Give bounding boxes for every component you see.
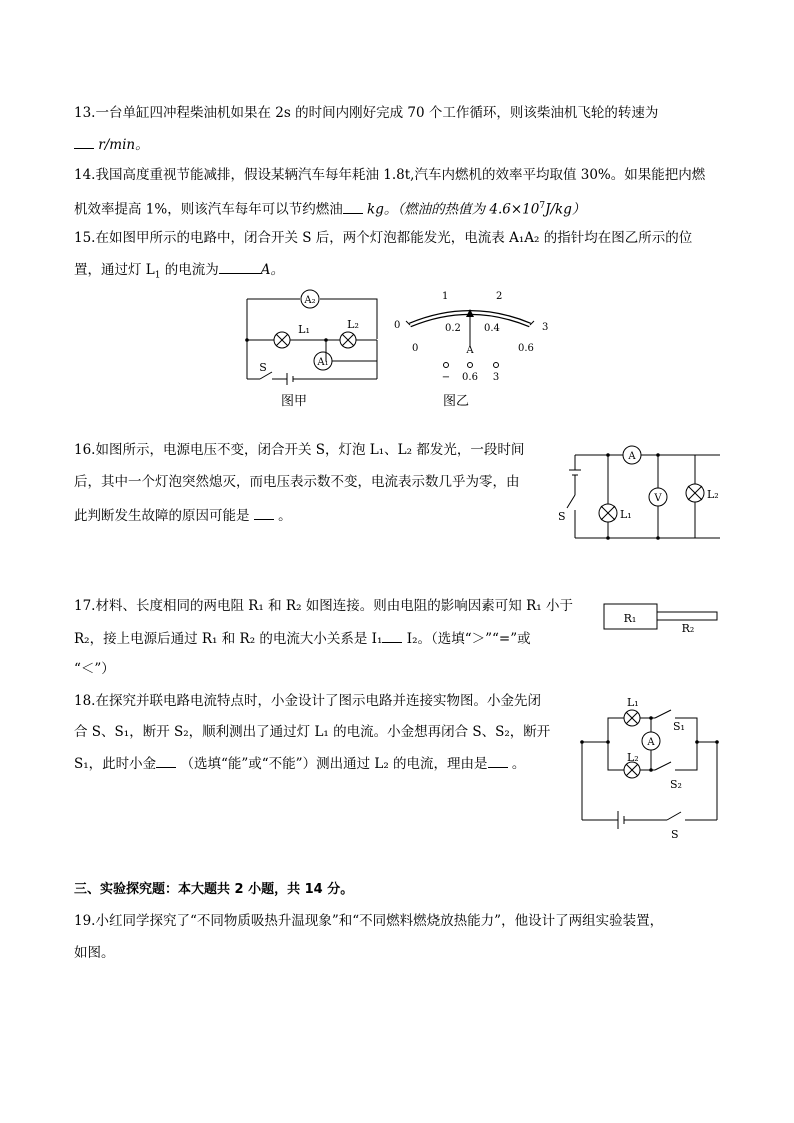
- q15-figure-a-caption: 图甲: [280, 394, 308, 409]
- q18-line2: 合 S、S₁，断开 S₂，顺利测出了通过灯 L₁ 的电流。小金想再闭合 S、S₂，断开: [74, 724, 551, 740]
- q15-lamp-l2-label: L₂: [347, 318, 359, 331]
- q18-answer-blank-2[interactable]: [488, 753, 508, 768]
- q13-answer-blank[interactable]: [74, 134, 94, 149]
- q15-dial-small-0: 0: [412, 343, 419, 354]
- q15-dial-label-2: 2: [496, 291, 503, 302]
- q15-dial-small-02: 0.2: [445, 323, 461, 334]
- q15-dial-small-06: 0.6: [518, 343, 534, 354]
- q15-figure-b-caption: 图乙: [442, 394, 470, 409]
- q18-switch-s-label: S: [671, 828, 679, 841]
- q15-terminal-06: 0.6: [462, 372, 478, 383]
- q15-ammeter-dial: [388, 285, 563, 410]
- section-3-heading: 三、实验探究题：本大题共 2 小题，共 14 分。: [74, 882, 354, 897]
- q16-line1: 16.如图所示，电源电压不变，闭合开关 S，灯泡 L₁、L₂ 都发光，一段时间: [74, 442, 525, 458]
- q13-line1: 13.一台单缸四冲程柴油机如果在 2s 的时间内刚好完成 70 个工作循环，则该柴油机飞轮的转速为: [74, 105, 659, 121]
- q18-circuit-diagram: [575, 690, 730, 845]
- q18-line3: S₁，此时小金 （选填“能”或“不能”）测出通过 L₂ 的电流，理由是 。: [74, 753, 525, 774]
- q14-answer-blank[interactable]: [343, 199, 363, 214]
- q15-dial-label-0: 0: [394, 320, 401, 331]
- q17-line2: R₂，接上电源后通过 R₁ 和 R₂ 的电流大小关系是 I₁ I₂。（选填“＞”“=”或: [74, 628, 531, 649]
- q19-line2: 如图。: [74, 945, 115, 961]
- q15-ammeter-a2-label: A₂: [304, 295, 316, 306]
- q15-line1: 15.在如图甲所示的电路中，闭合开关 S 后，两个灯泡都能发光，电流表 A₁A₂ 的指针均在图乙所示的位: [74, 230, 693, 246]
- q17-answer-blank[interactable]: [382, 628, 402, 643]
- q15-terminal-3: 3: [492, 372, 500, 383]
- q15-dial-unit: A: [466, 345, 474, 356]
- q18-switch-s2-label: S₂: [670, 778, 682, 791]
- q15-dial-small-04: 0.4: [484, 323, 500, 334]
- q17-line3: “＜”）: [74, 661, 115, 677]
- q13-unit: r/min。: [98, 137, 149, 153]
- q18-ammeter-label: A: [647, 737, 655, 748]
- q16-line3: 此判断发生故障的原因可能是 。: [74, 505, 292, 526]
- q17-resistor-diagram: [600, 600, 725, 640]
- q16-voltmeter-label: V: [654, 493, 662, 504]
- q19-line1: 19.小红同学探究了“不同物质吸热升温现象”和“不同燃料燃烧放热能力”，他设计了两组实验装置，: [74, 913, 664, 929]
- q16-circuit-diagram: [555, 440, 730, 545]
- q17-line1: 17.材料、长度相同的两电阻 R₁ 和 R₂ 如图连接。则由电阻的影响因素可知 R₁ 小于: [74, 598, 573, 614]
- q15-dial-label-3: 3: [542, 322, 549, 333]
- q15-circuit-diagram: [232, 285, 382, 410]
- q15-lamp-l1-label: L₁: [298, 323, 310, 336]
- q16-ammeter-label: A: [628, 451, 636, 462]
- q15-line2: 置，通过灯 $L_1$ 的电流为 A。: [74, 259, 284, 286]
- q13-line2: [74, 134, 149, 155]
- q16-answer-blank[interactable]: [254, 505, 274, 520]
- q18-answer-blank-1[interactable]: [156, 753, 176, 768]
- q17-r2-label: R₂: [681, 622, 695, 635]
- q16-lamp-l1-label: L₁: [620, 508, 632, 521]
- q15-ammeter-a1-label: A₁: [317, 357, 329, 368]
- q16-switch-label: S: [558, 510, 566, 523]
- q18-lamp-l2-label: L₂: [627, 751, 639, 764]
- q15-switch-label: S: [259, 361, 267, 374]
- q18-line1: 18.在探究并联电路电流特点时，小金设计了图示电路并连接实物图。小金先闭: [74, 693, 541, 709]
- q17-r1-label: R₁: [623, 612, 637, 625]
- q14-line1: 14.我国高度重视节能减排，假设某辆汽车每年耗油 1.8t,汽车内燃机的效率平均取值 30%。如果能把内燃: [74, 167, 706, 183]
- q15-answer-blank[interactable]: [219, 259, 261, 274]
- q16-line2: 后，其中一个灯泡突然熄灭，而电压表示数不变，电流表示数几乎为零，由: [74, 474, 520, 490]
- q14-line2: 机效率提高 1%，则该汽车每年可以节约燃油 kg。（燃油的热值为 $4.6\times 10^7J/kg$）: [74, 196, 585, 220]
- q18-switch-s1-label: S₁: [673, 720, 685, 733]
- q16-lamp-l2-label: L₂: [707, 488, 719, 501]
- q15-terminal-minus: −: [441, 372, 451, 383]
- q15-dial-label-1: 1: [442, 291, 449, 302]
- q18-lamp-l1-label: L₁: [627, 696, 639, 709]
